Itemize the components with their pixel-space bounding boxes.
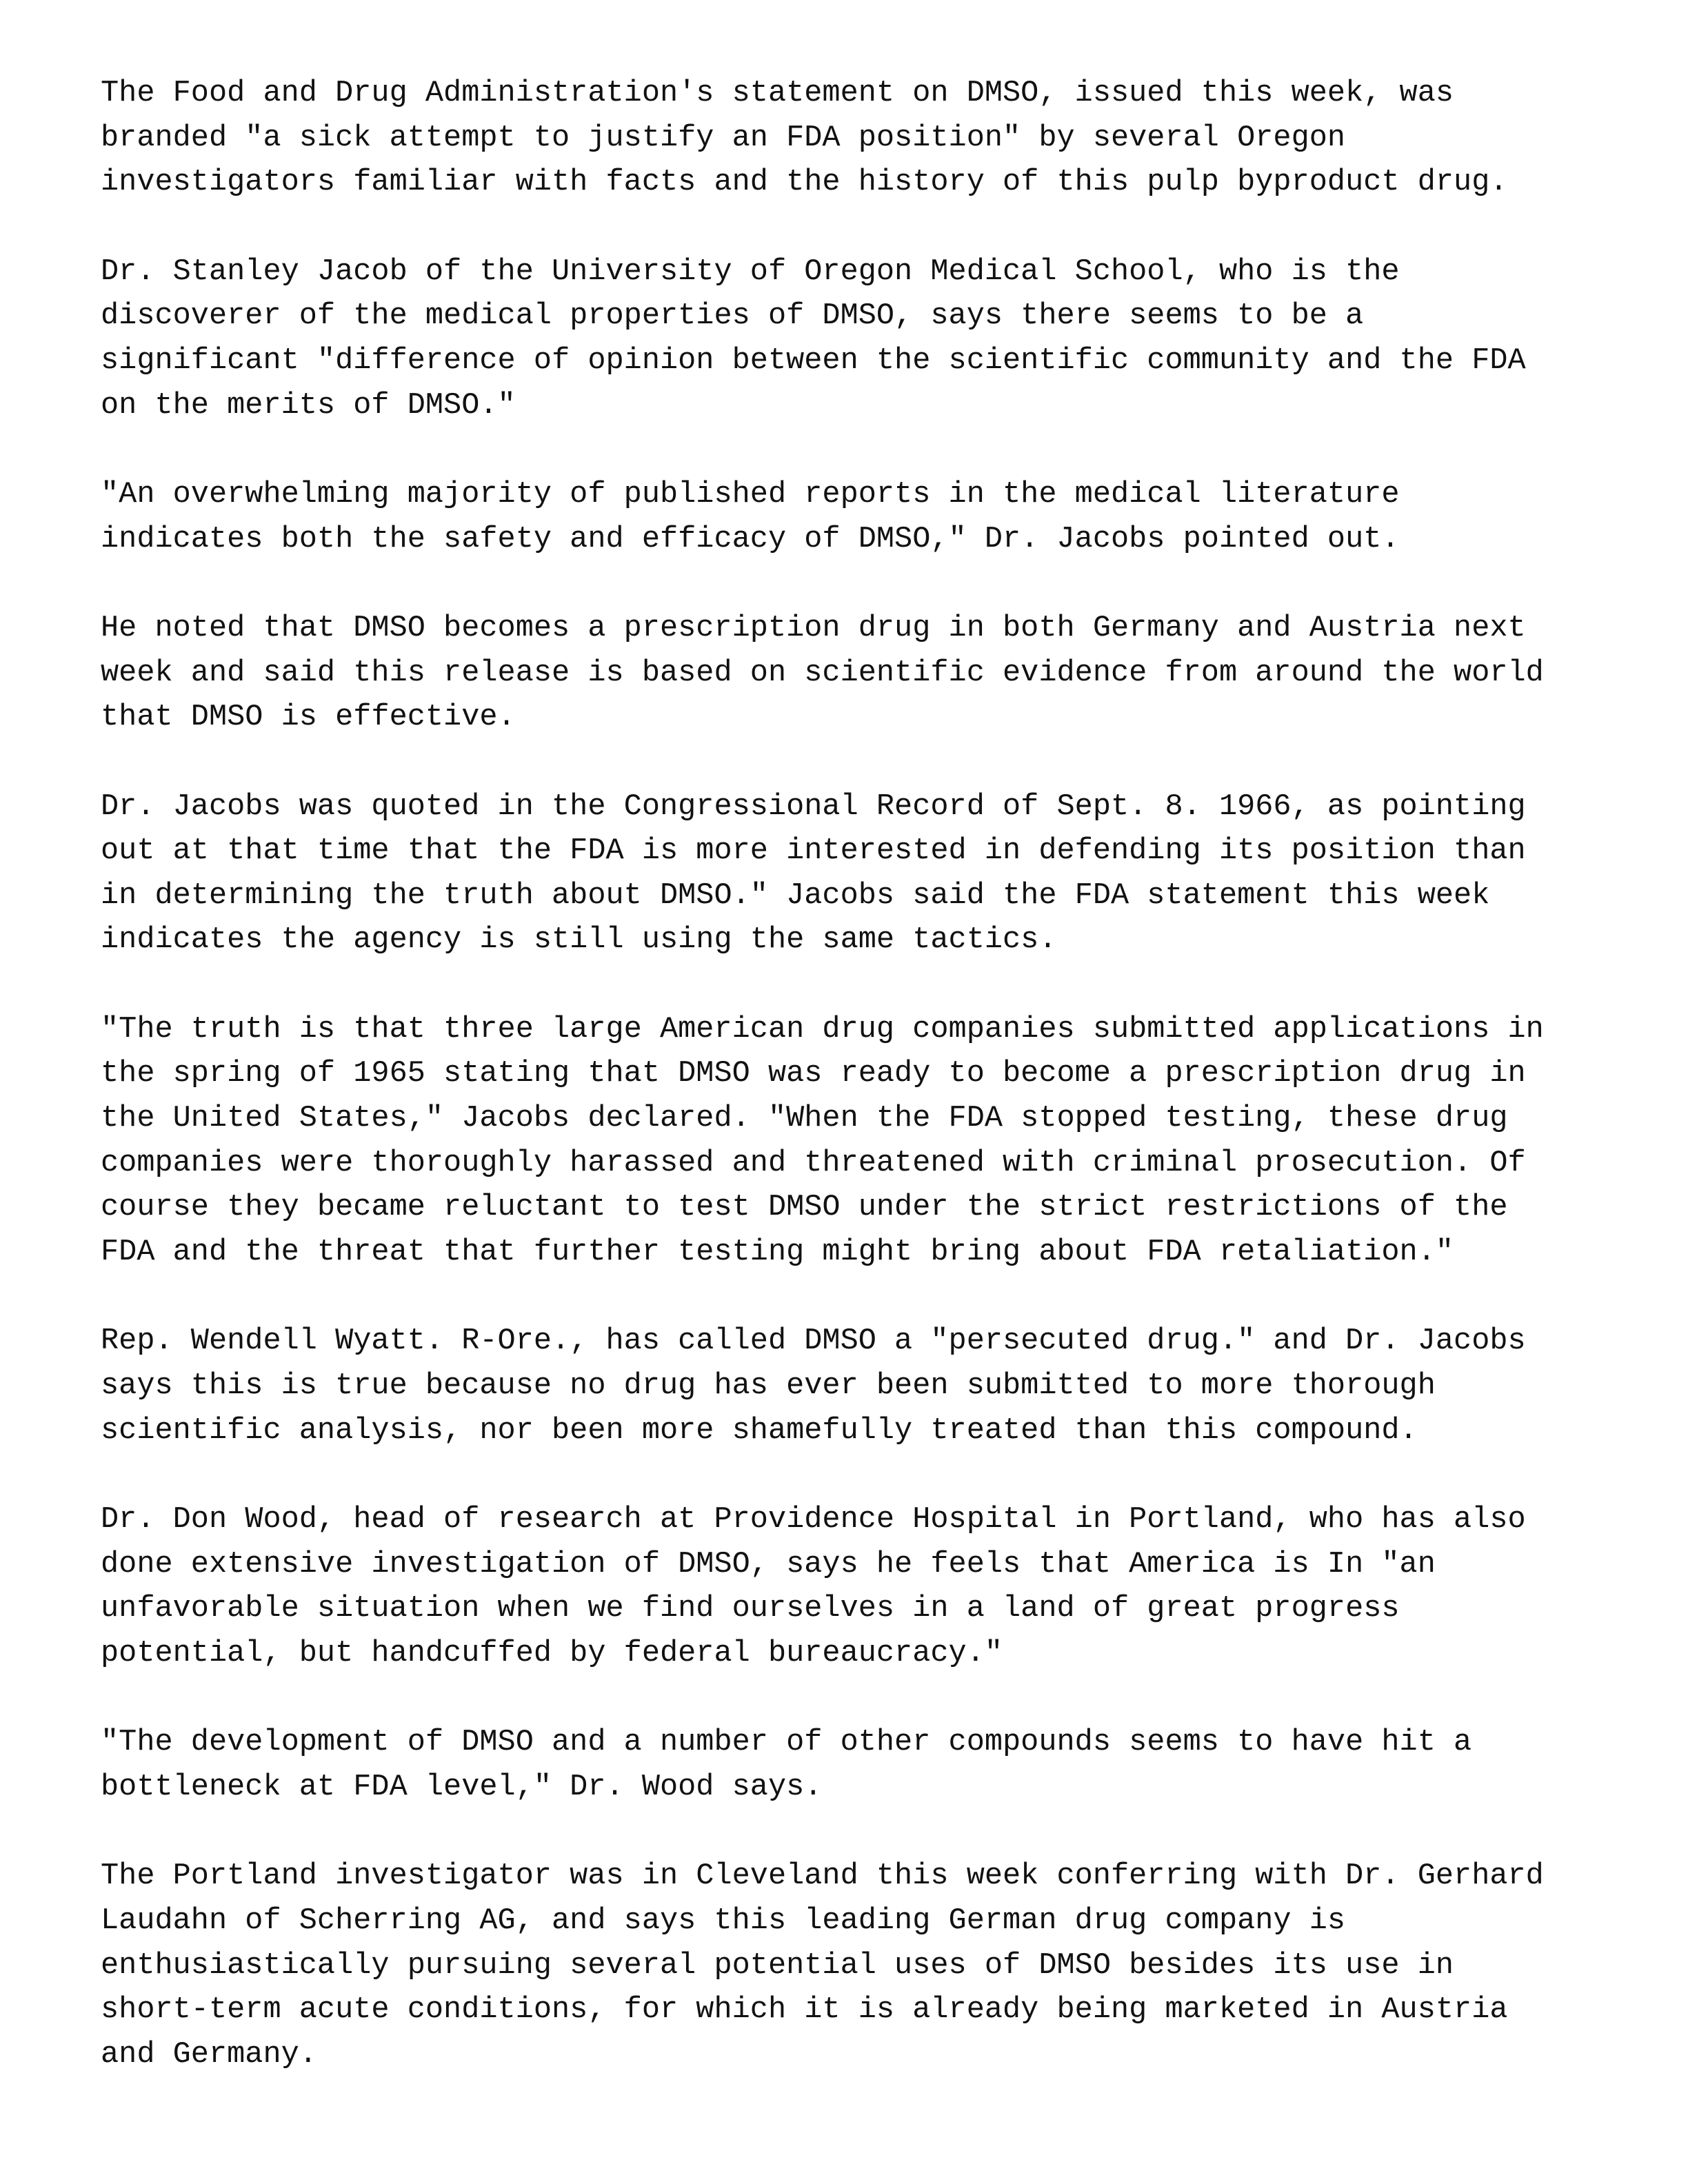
text-line: The Food and Drug Administration's statement on DMSO, issued this week, was: [101, 77, 1454, 110]
text-line: the spring of 1965 stating that DMSO was ready to become a prescription drug in: [101, 1057, 1526, 1091]
text-line: done extensive investigation of DMSO, says he feels that America is In "an: [101, 1547, 1436, 1581]
paragraph-fda-statement: [101, 72, 1659, 205]
text-line: bottleneck at FDA level," Dr. Wood says.: [101, 1770, 823, 1804]
paragraph-bottleneck: [101, 1721, 1659, 1810]
text-line: says this is true because no drug has ever been submitted to more thorough: [101, 1369, 1436, 1404]
text-line: indicates the agency is still using the same tactics.: [101, 923, 1057, 958]
text-line: in determining the truth about DMSO." Jacobs said the FDA statement this week: [101, 878, 1490, 913]
paragraph-don-wood: [101, 1498, 1659, 1677]
text-line: He noted that DMSO becomes a prescription drug in both Germany and Austria next: [101, 611, 1526, 645]
text-line: Dr. Jacobs was quoted in the Congressional Record of Sept. 8. 1966, as pointing: [101, 789, 1526, 824]
text-line: and Germany.: [101, 2037, 317, 2072]
paragraph-drug-companies: [101, 1008, 1659, 1275]
text-line: indicates both the safety and efficacy of DMSO," Dr. Jacobs pointed out.: [101, 522, 1400, 556]
text-line: FDA and the threat that further testing might bring about FDA retaliation.": [101, 1235, 1454, 1270]
text-line: unfavorable situation when we find ourselves in a land of great progress: [101, 1592, 1400, 1626]
paragraph-stanley-jacob: [101, 250, 1659, 429]
text-line: potential, but handcuffed by federal bureaucracy.": [101, 1636, 1003, 1670]
text-line: Dr. Stanley Jacob of the University of Oregon Medical School, who is the: [101, 254, 1400, 289]
text-line: discoverer of the medical properties of DMSO, says there seems to be a: [101, 299, 1364, 334]
text-line: scientific analysis, nor been more shamefully treated than this compound.: [101, 1413, 1418, 1448]
text-line: "The development of DMSO and a number of other compounds seems to have hit a: [101, 1726, 1472, 1760]
text-line: significant "difference of opinion between the scientific community and the FDA: [101, 343, 1526, 378]
paragraph-published-reports: [101, 473, 1659, 562]
paragraph-portland-investigator: [101, 1854, 1659, 2077]
text-line: companies were thoroughly harassed and threatened with criminal prosecution. Of: [101, 1146, 1526, 1180]
text-line: short-term acute conditions, for which it is already being marketed in Austria: [101, 1993, 1508, 2028]
text-line: investigators familiar with facts and the history of this pulp byproduct drug.: [101, 165, 1508, 200]
text-line: enthusiastically pursuing several potential uses of DMSO besides its use in: [101, 1948, 1454, 1983]
text-line: The Portland investigator was in Cleveland this week conferring with Dr. Gerhard: [101, 1859, 1544, 1894]
text-line: the United States," Jacobs declared. "When the FDA stopped testing, these drug: [101, 1102, 1508, 1136]
text-line: out at that time that the FDA is more interested in defending its position than: [101, 834, 1526, 869]
text-line: that DMSO is effective.: [101, 700, 516, 735]
paragraph-wendell-wyatt: [101, 1320, 1659, 1453]
text-line: branded "a sick attempt to justify an FDA position" by several Oregon: [101, 121, 1346, 155]
text-line: week and said this release is based on scientific evidence from around the world: [101, 656, 1544, 690]
text-line: on the merits of DMSO.": [101, 388, 516, 423]
text-line: Rep. Wendell Wyatt. R-Ore., has called DMSO a "persecuted drug." and Dr. Jacobs: [101, 1324, 1526, 1359]
document-body: [101, 72, 1659, 2078]
text-line: course they became reluctant to test DMSO under the strict restrictions of the: [101, 1191, 1508, 1225]
paragraph-germany-austria: [101, 607, 1659, 740]
text-line: Dr. Don Wood, head of research at Providence Hospital in Portland, who has also: [101, 1503, 1526, 1537]
text-line: "The truth is that three large American drug companies submitted applications in: [101, 1012, 1544, 1046]
paragraph-congressional-record: [101, 785, 1659, 964]
text-line: "An overwhelming majority of published reports in the medical literature: [101, 477, 1400, 512]
text-line: Laudahn of Scherring AG, and says this leading German drug company is: [101, 1903, 1346, 1938]
